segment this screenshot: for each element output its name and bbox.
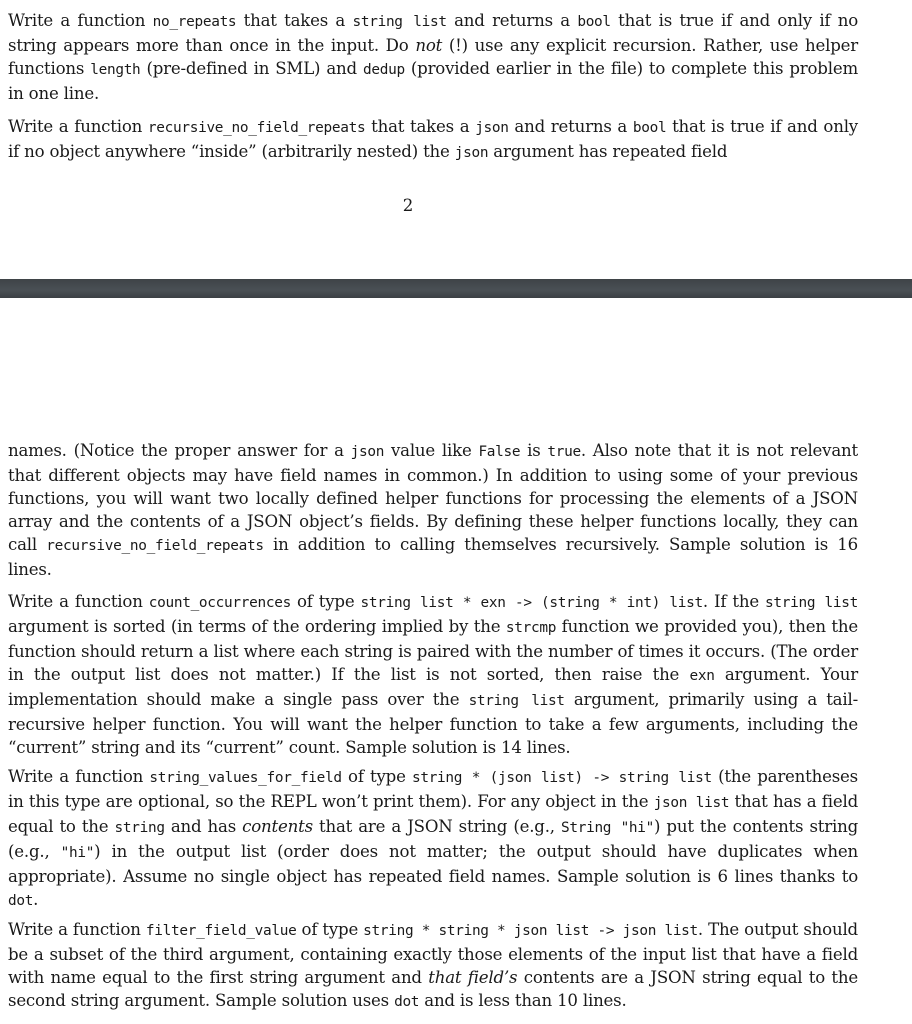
code-run: string [114, 820, 165, 836]
code-run: False [478, 444, 521, 460]
code-run: dot [394, 994, 420, 1010]
document-page-top [0, 0, 912, 279]
paragraph-string-values-for-field [8, 765, 858, 913]
code-run: string list [765, 595, 858, 611]
page-separator [0, 279, 912, 298]
text-run: and is less than 10 lines. [419, 991, 627, 1010]
text-run: Write a function [8, 117, 148, 136]
text-run: that has a field equal to the [8, 792, 858, 836]
text-run: argument has repeated field [488, 142, 728, 161]
text-run: . Also note that it is not relevant that different objects may have field names in common.) In addition to using some of your previous functions, you will want two locally defined helper functions for processing the elements of a JSON array and the contents of a JSON object’s fields. By defining these helper functions locally, they can call [8, 441, 858, 554]
text-run: of type [341, 767, 412, 786]
code-run: recursive_no_field_repeats [147, 120, 366, 136]
text-run: ) put the contents string (e.g., [8, 817, 858, 861]
emphasis-run: contents [242, 817, 313, 836]
code-run: count_occurrences [148, 595, 291, 611]
text-run: argument. Your implementation should make a single pass over the [8, 665, 858, 709]
text-run: function we provided you), then the function should return a list where each string is paired with the number of times it occurs. (The order in the output list does not matter.) If the list is not sorted, then raise the [8, 617, 858, 684]
text-run: names. (Notice the proper answer for a [8, 441, 351, 460]
text-run: that takes a [236, 11, 353, 30]
code-run: no_repeats [152, 14, 237, 30]
code-run: json list [653, 795, 730, 811]
text-run: argument is sorted (in terms of the ordering implied by the [8, 617, 506, 636]
code-run: dot [8, 893, 34, 909]
paragraph-count-occurrences [8, 590, 858, 759]
text-run: contents are a JSON string equal to the second string argument. Sample solution uses [8, 968, 859, 1010]
text-run: that is true if and only if no string appears more than once in the input. Do [8, 11, 859, 55]
text-run: Write a function [8, 767, 150, 786]
document-page-bottom [0, 298, 912, 1024]
code-run: exn [689, 668, 715, 684]
paragraph-filter-field-value [8, 918, 858, 1014]
text-run: that is true if and only if no object anywhere “inside” (arbitrarily nested) the [8, 117, 858, 161]
text-run: (the parentheses in this type are optional, so the REPL won’t print them). For any object in the [8, 767, 858, 811]
code-run: string list * exn -> (string * int) list [360, 595, 703, 611]
text-run: and returns a [508, 117, 633, 136]
text-run: that takes a [365, 117, 476, 136]
code-run: bool [632, 120, 667, 136]
text-run: ) in the output list (order does not matter; the output should have duplicates when appropriate). Assume no single object has repeated field names. Sample solution is 6 lines thanks to [8, 842, 858, 886]
text-run: argument, primarily using a tail-recursive helper function. You will want the helper function to take a few arguments, including the “current” string and its “current” count. Sample solution is 14 lines. [8, 690, 858, 757]
code-run: string list [352, 14, 447, 30]
code-run: true [547, 444, 581, 460]
code-run: String "hi" [560, 820, 655, 836]
code-run: string_values_for_field [149, 770, 342, 786]
text-run: is [520, 441, 548, 460]
text-run: . If the [702, 592, 765, 611]
code-run: string * string * json list -> json list [363, 923, 698, 939]
text-run: of type [290, 592, 361, 611]
text-run: (provided earlier in the file) to complete this problem in one line. [8, 59, 858, 103]
code-run: strcmp [505, 620, 557, 636]
text-run: of type [296, 920, 364, 939]
text-run: and returns a [446, 11, 578, 30]
text-run: in addition to calling themselves recursively. Sample solution is 16 lines. [8, 535, 858, 579]
text-run: Write a function [8, 592, 149, 611]
text-run: that are a JSON string (e.g., [312, 817, 561, 836]
text-run: . [33, 890, 39, 909]
text-run: (!) use any explicit recursion. Rather, use helper functions [8, 36, 858, 78]
paragraph-no-repeats [8, 9, 858, 105]
text-run: . The output should be a subset of the third argument, containing exactly those elements of the input list that have a field with name equal to the first string argument and [8, 920, 858, 987]
paragraph-recursive-no-field-repeats [8, 115, 858, 165]
code-run: string * (json list) -> string list [411, 770, 712, 786]
code-run: recursive_no_field_repeats [46, 538, 264, 554]
text-run: and has [164, 817, 243, 836]
paragraph-recursive-continued [8, 439, 858, 581]
text-run: (pre-defined in SML) and [140, 59, 363, 78]
code-run: bool [577, 14, 611, 30]
code-run: dedup [363, 62, 405, 78]
text-run: value like [384, 441, 479, 460]
code-run: string list [468, 693, 565, 709]
code-run: length [90, 62, 141, 78]
emphasis-run: not [415, 36, 443, 55]
code-run: json [350, 444, 385, 460]
code-run: "hi" [60, 845, 95, 861]
text-run: Write a function [8, 920, 146, 939]
code-run: json [454, 145, 489, 161]
page-number: 2 [402, 196, 414, 215]
code-run: json [475, 120, 509, 136]
code-run: filter_field_value [145, 923, 297, 939]
text-run: Write a function [8, 11, 153, 30]
emphasis-run: that field’s [428, 968, 518, 987]
